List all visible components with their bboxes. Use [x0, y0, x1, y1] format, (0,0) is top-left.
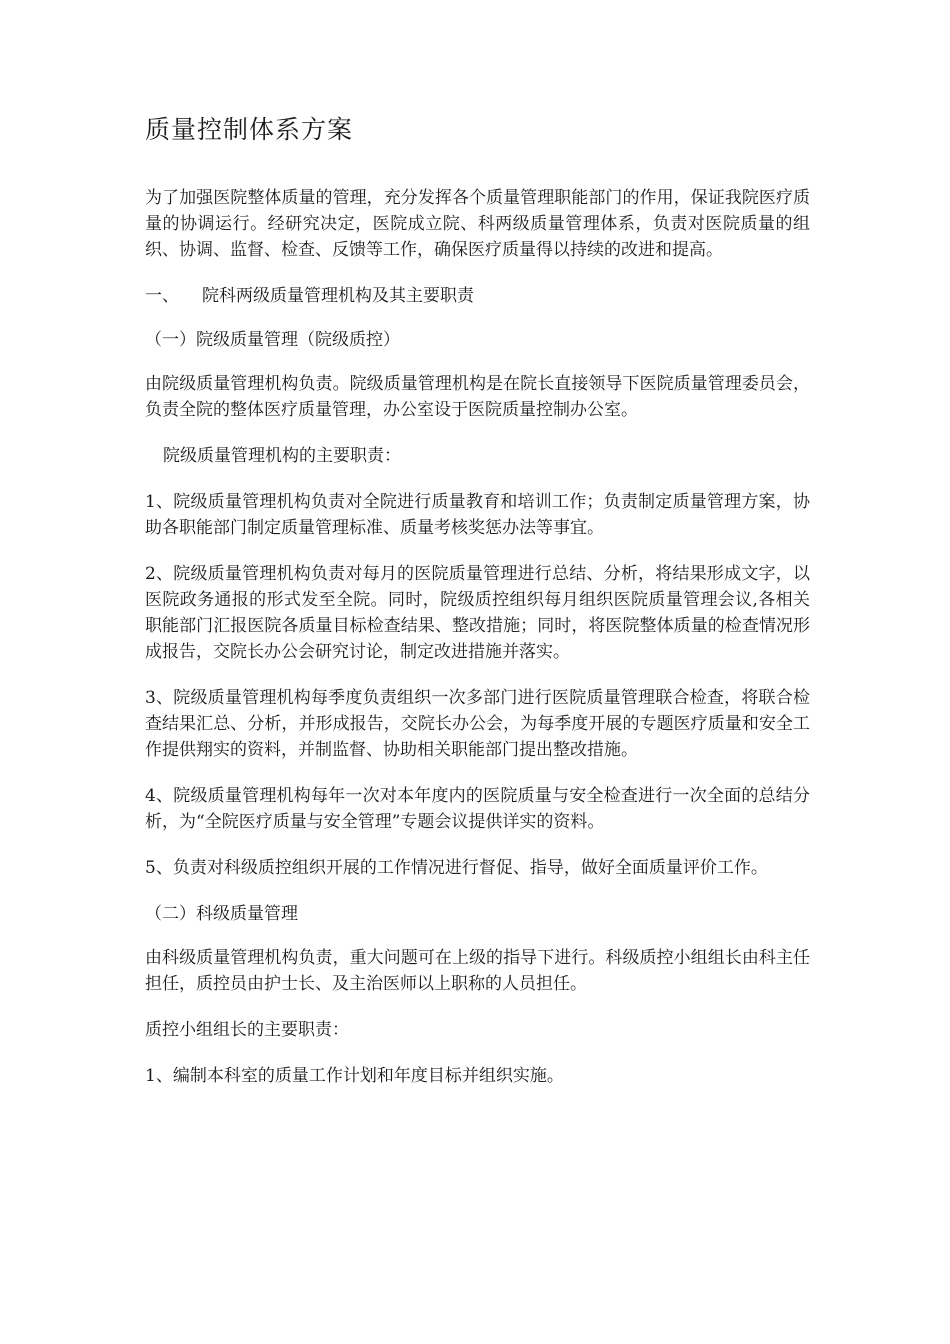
subsection-heading-department-level: （二）科级质量管理 [145, 904, 298, 924]
department-level-duties-heading: 质控小组组长的主要职责： [145, 1020, 349, 1040]
section-title: 院科两级质量管理机构及其主要职责 [202, 286, 474, 306]
subsection-heading-hospital-level: （一）院级质量管理（院级质控） [145, 330, 400, 350]
hospital-duty-item-2: 2、院级质量管理机构负责对每月的医院质量管理进行总结、分析，将结果形成文字，以医院政务通报的形式发至全院。同时，院级质控组织每月组织医院质量管理会议,各相关职能部门汇报医院各质量目标检查结果、整改措施；同时，将医院整体质量的检查情况形成报告，交院长办公会研究讨论，制定改进措施并落实。 [145, 564, 810, 662]
document-title: 质量控制体系方案 [145, 115, 354, 144]
hospital-level-description: 由院级质量管理机构负责。院级质量管理机构是在院长直接领导下医院质量管理委员会，负责全院的整体医疗质量管理，办公室设于医院质量控制办公室。 [145, 374, 810, 420]
hospital-duty-item-4: 4、院级质量管理机构每年一次对本年度内的医院质量与安全检查进行一次全面的总结分析，为“全院医疗质量与安全管理”专题会议提供详实的资料。 [145, 786, 810, 832]
department-level-description: 由科级质量管理机构负责，重大问题可在上级的指导下进行。科级质控小组组长由科主任担任，质控员由护士长、及主治医师以上职称的人员担任。 [145, 948, 810, 994]
intro-paragraph: 为了加强医院整体质量的管理，充分发挥各个质量管理职能部门的作用，保证我院医疗质量的协调运行。经研究决定，医院成立院、科两级质量管理体系，负责对医院质量的组织、协调、监督、检查、反馈等工作，确保医疗质量得以持续的改进和提高。 [145, 188, 810, 260]
document-page [145, 110, 810, 1109]
hospital-duty-item-1: 1、院级质量管理机构负责对全院进行质量教育和培训工作；负责制定质量管理方案，协助各职能部门制定质量管理标准、质量考核奖惩办法等事宜。 [145, 492, 810, 538]
department-duty-item-1: 1、编制本科室的质量工作计划和年度目标并组织实施。 [145, 1066, 564, 1086]
section-number: 一、 [145, 286, 179, 306]
hospital-duty-item-5: 5、负责对科级质控组织开展的工作情况进行督促、指导，做好全面质量评价工作。 [145, 858, 768, 878]
section-heading [145, 283, 810, 309]
hospital-duty-item-3: 3、院级质量管理机构每季度负责组织一次多部门进行医院质量管理联合检查，将联合检查结果汇总、分析，并形成报告，交院长办公会，为每季度开展的专题医疗质量和安全工作提供翔实的资料，并制监督、协助相关职能部门提出整改措施。 [145, 688, 810, 760]
hospital-level-duties-heading: 院级质量管理机构的主要职责： [163, 446, 401, 466]
